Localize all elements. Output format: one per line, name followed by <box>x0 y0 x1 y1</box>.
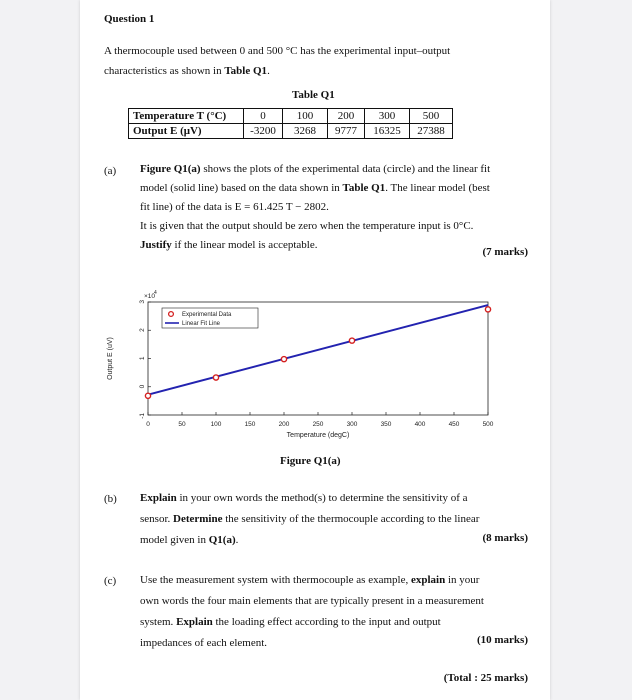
table-row-output <box>129 124 453 139</box>
table-cell: 0 <box>244 109 283 124</box>
data-table <box>128 108 453 139</box>
table-cell: 16325 <box>365 124 410 139</box>
part-a-line: Figure Q1(a) shows the plots of the experimental data (circle) and the linear fit <box>140 163 491 175</box>
legend-data-label: Experimental Data <box>182 312 232 318</box>
table-row-temperature <box>129 109 453 124</box>
part-a-text <box>140 160 528 255</box>
table-cell: 27388 <box>410 124 453 139</box>
table-cell: 9777 <box>328 124 365 139</box>
part-a-line: Justify if the linear model is acceptable. <box>140 239 318 251</box>
part-b-text <box>140 488 528 551</box>
data-point <box>213 375 218 380</box>
y-tick-label: 2 <box>139 328 146 332</box>
x-tick-label: 300 <box>346 421 358 428</box>
legend-fit-label: Linear Fit Line <box>182 321 221 327</box>
part-b-line: model given in Q1(a). <box>140 534 239 546</box>
x-tick-label: 450 <box>448 421 460 428</box>
part-a-line: model (solid line) based on the data shown in Table Q1. The linear model (best <box>140 182 490 194</box>
table-cell: 500 <box>410 109 453 124</box>
figure-caption: Figure Q1(a) <box>280 455 341 467</box>
part-b-line: sensor. Determine the sensitivity of the thermocouple according to the linear <box>140 513 480 525</box>
table-cell: -3200 <box>244 124 283 139</box>
part-a-marks: (7 marks) <box>482 246 528 258</box>
x-tick-label: 150 <box>244 421 256 428</box>
x-tick-label: 50 <box>178 421 186 428</box>
x-tick-label: 100 <box>210 421 222 428</box>
intro-line-2: characteristics as shown in Table Q1. <box>104 65 270 77</box>
intro-line-1: A thermocouple used between 0 and 500 °C has the experimental input–output <box>104 45 451 57</box>
output-header: Output E (μV) <box>129 124 244 139</box>
part-a-line: It is given that the output should be zero when the temperature input is 0°C. <box>140 220 474 232</box>
y-multiplier-exponent: 4 <box>154 290 157 296</box>
y-tick-label: -1 <box>139 413 146 419</box>
y-tick-label: 0 <box>139 384 146 389</box>
y-tick-label: 3 <box>139 300 146 304</box>
data-point <box>145 393 150 398</box>
data-point <box>281 357 286 362</box>
part-c-line: impedances of each element. <box>140 637 268 649</box>
part-b-label: (b) <box>104 493 117 505</box>
y-tick-label: 1 <box>139 356 146 361</box>
part-c-label: (c) <box>104 575 117 587</box>
document-page <box>80 0 550 700</box>
y-axis-label: Output E (uV) <box>107 337 114 380</box>
part-c-line: Use the measurement system with thermocouple as example, explain in your <box>140 574 480 586</box>
part-c-line: own words the four main elements that are typically present in a measurement <box>140 595 484 607</box>
data-point <box>349 338 354 343</box>
part-b-line: Explain in your own words the method(s) to determine the sensitivity of a <box>140 492 468 504</box>
data-point <box>485 307 490 312</box>
table-cell: 300 <box>365 109 410 124</box>
table-cell: 3268 <box>283 124 328 139</box>
part-b-marks: (8 marks) <box>482 532 528 544</box>
x-tick-label: 350 <box>380 421 392 428</box>
x-tick-label: 400 <box>414 421 426 428</box>
part-a-line: fit line) of the data is E = 61.425 T − 2802. <box>140 201 329 213</box>
x-tick-label: 500 <box>482 421 494 428</box>
x-tick-label: 0 <box>146 421 150 428</box>
temperature-header: Temperature T (°C) <box>129 109 244 124</box>
question-title: Question 1 <box>104 13 155 25</box>
part-c-marks: (10 marks) <box>476 634 528 646</box>
part-c-text <box>140 570 528 654</box>
y-multiplier: ×10 <box>144 293 156 300</box>
part-a-label: (a) <box>104 165 117 177</box>
legend-data-marker <box>169 312 174 317</box>
total-marks: (Total : 25 marks) <box>443 672 528 684</box>
table-cell: 100 <box>283 109 328 124</box>
table-cell: 200 <box>328 109 365 124</box>
x-tick-label: 200 <box>278 421 290 428</box>
figure-q1a-chart <box>80 280 550 460</box>
part-c-line: system. Explain the loading effect according to the input and output <box>140 616 441 628</box>
table-caption: Table Q1 <box>292 89 335 101</box>
x-tick-label: 250 <box>312 421 324 428</box>
x-axis-label: Temperature (degC) <box>286 432 350 439</box>
